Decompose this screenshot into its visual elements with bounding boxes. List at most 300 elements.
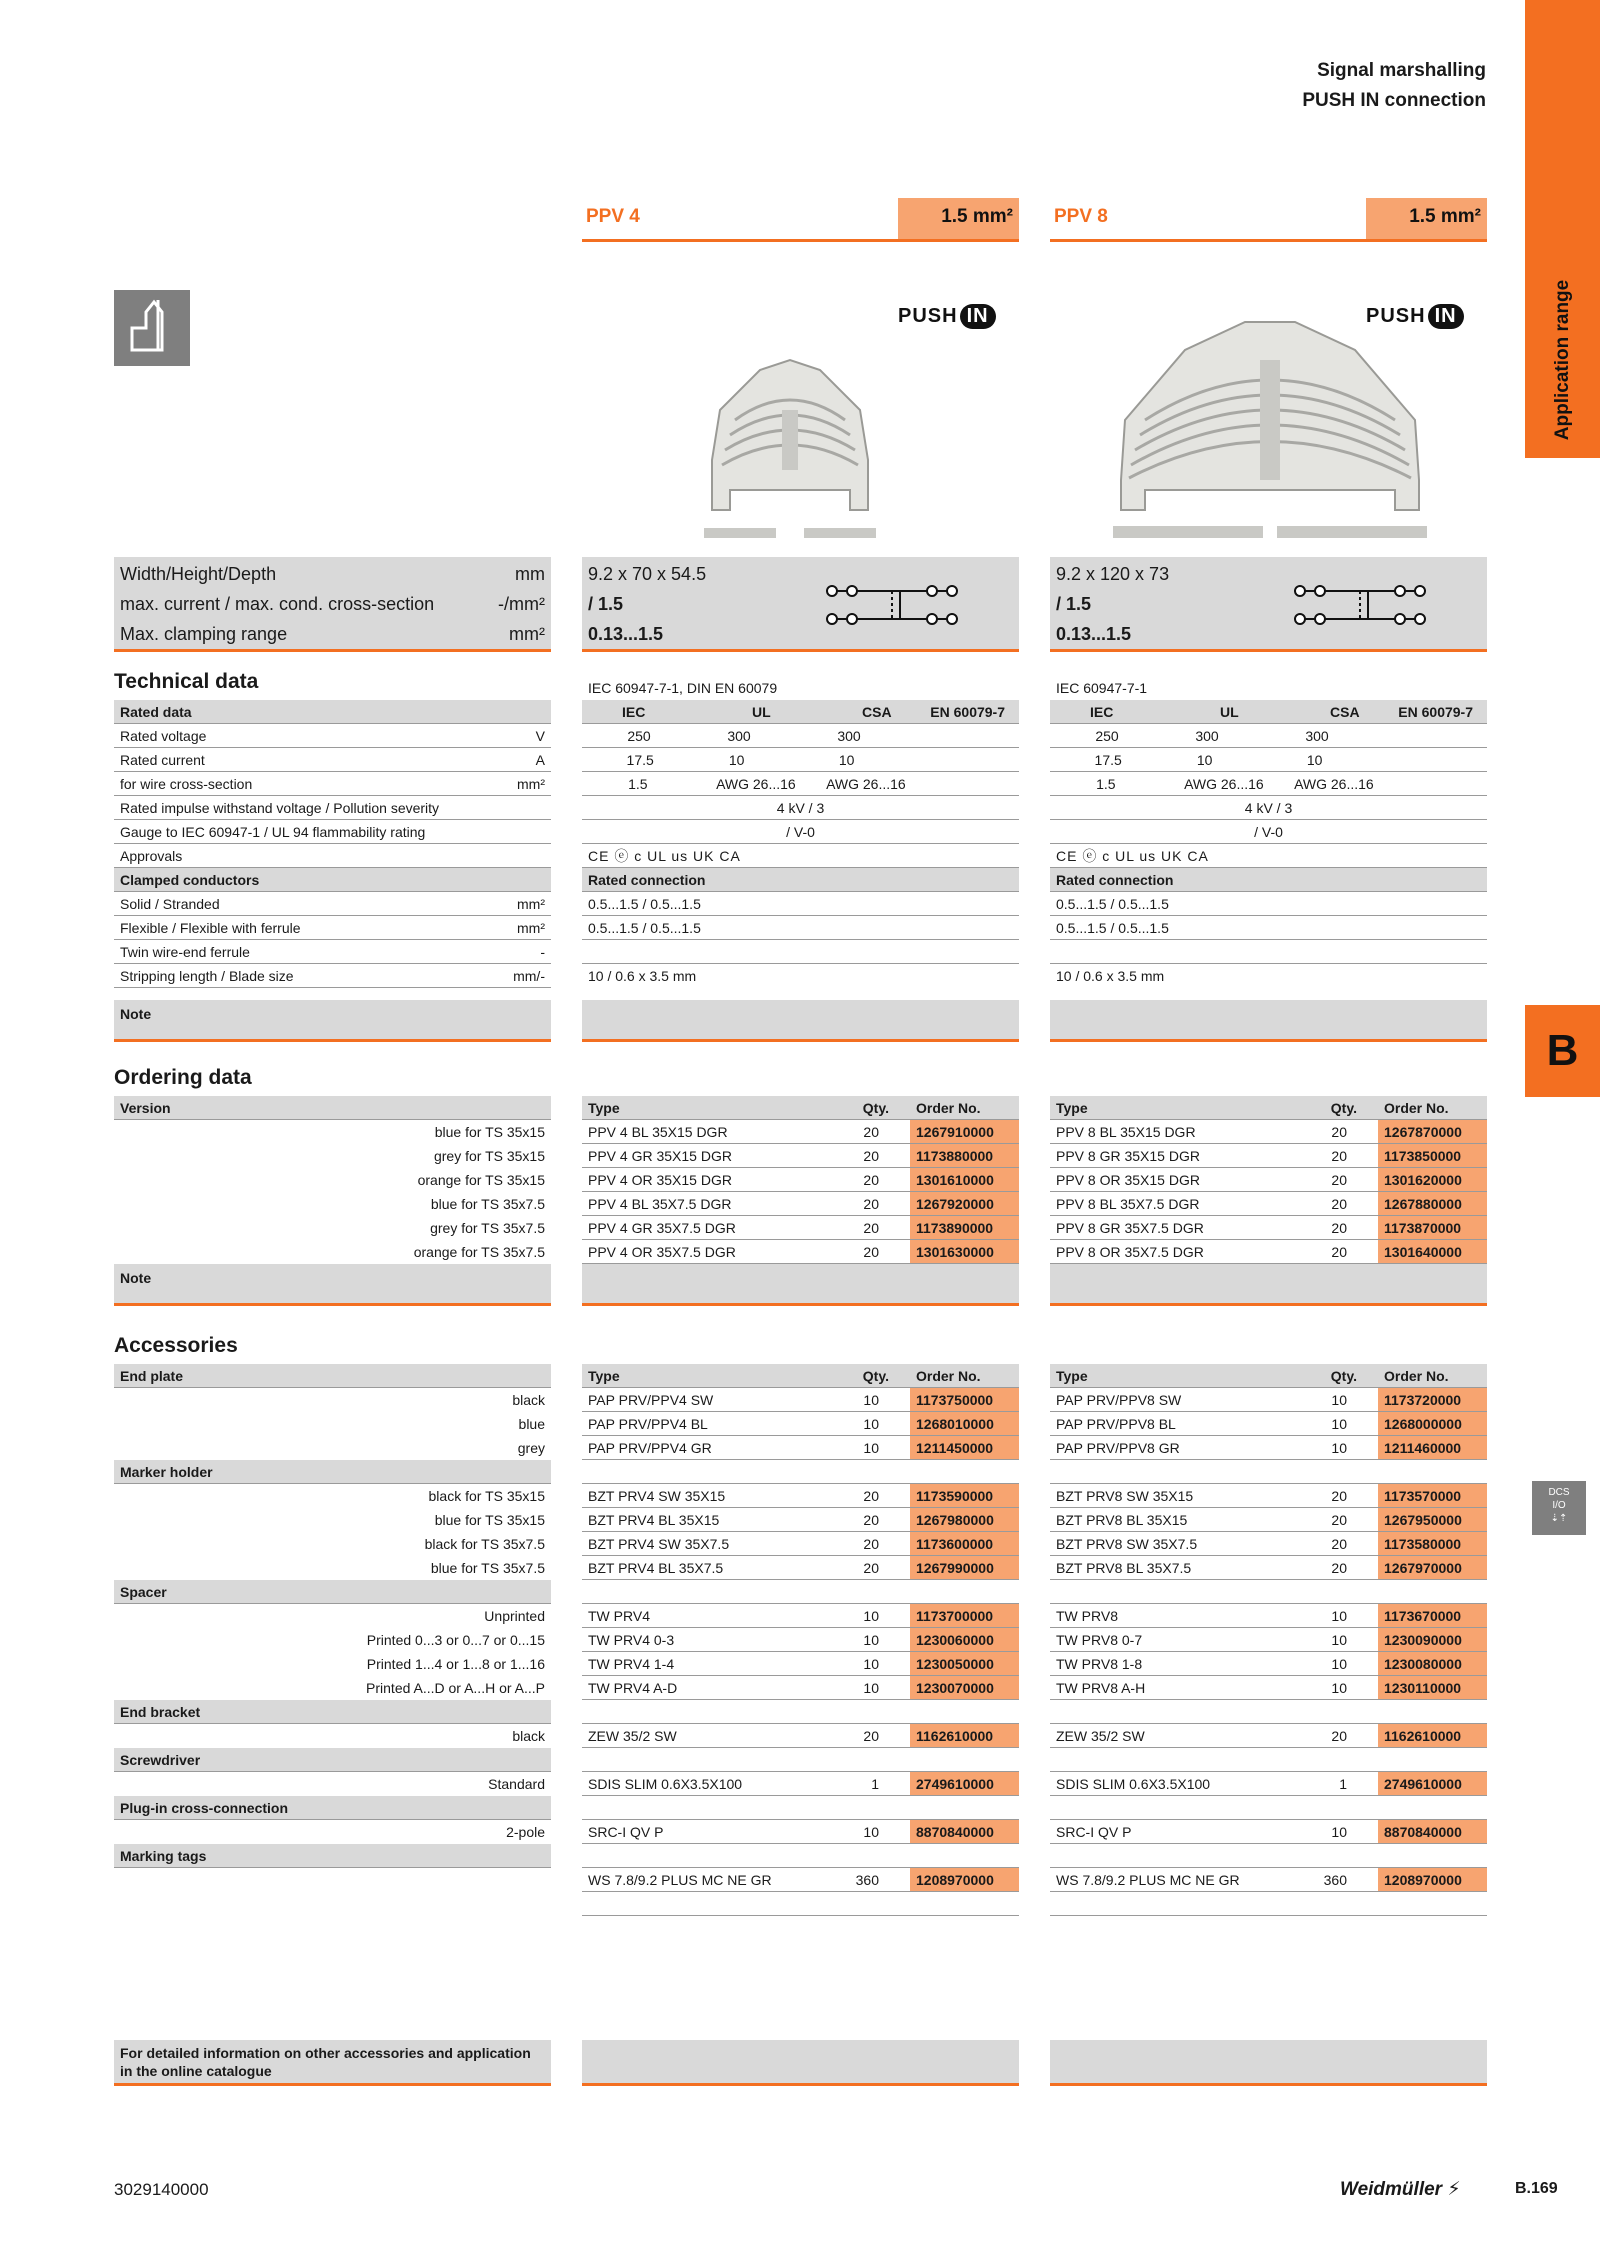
order-number-cell: 1267870000 (1378, 1120, 1487, 1144)
tech-label-row (114, 940, 551, 964)
value: 10 (1196, 752, 1213, 768)
tech-unit: mm² (517, 776, 545, 792)
ppv4-technical-data (582, 676, 1019, 988)
order-number-cell: 1267920000 (910, 1192, 1019, 1216)
order-number-cell: 1173880000 (910, 1144, 1019, 1168)
accessory-row (1050, 1772, 1487, 1796)
terminal-application-icon (114, 290, 190, 366)
qty-cell: 20 (1331, 1536, 1347, 1552)
ppv8-summary: 9.2 x 120 x 73 / 1.5 0.13...1.5 (1050, 557, 1487, 652)
version-row: grey for TS 35x7.5 (430, 1220, 545, 1236)
order-number-cell: 1173580000 (1378, 1532, 1487, 1556)
accessory-spacer (582, 1844, 1019, 1868)
type-cell: BZT PRV8 BL 35X15 (1056, 1512, 1188, 1528)
accessory-row (1050, 1604, 1487, 1628)
accessory-item-label: Standard (488, 1776, 545, 1792)
accessory-row (582, 1820, 1019, 1844)
tech-label-row (114, 700, 551, 724)
type-cell: PPV 8 GR 35X7.5 DGR (1056, 1220, 1204, 1236)
order-number-cell: 2749610000 (910, 1772, 1019, 1796)
type-cell: PAP PRV/PPV4 BL (588, 1416, 708, 1432)
order-row (582, 1144, 1019, 1168)
accessory-row (1050, 1436, 1487, 1460)
summary-row: max. current / max. cond. cross-section -/mm² (120, 594, 545, 614)
order-row (1050, 1240, 1487, 1264)
accessory-row (582, 1604, 1019, 1628)
tech-col-head: EN 60079-7 (930, 704, 1005, 720)
solid-stranded-row: 0.5...1.5 / 0.5...1.5 (582, 892, 1019, 916)
tech-col-head: UL (752, 704, 771, 720)
weidmuller-symbol-icon: ⚡ (1447, 2179, 1461, 2200)
accessory-row (582, 1508, 1019, 1532)
qty-cell: 20 (1331, 1220, 1347, 1236)
type-cell: TW PRV4 1-4 (588, 1656, 675, 1672)
table-header-row (1050, 1364, 1487, 1388)
order-number-cell: 1230050000 (910, 1652, 1019, 1676)
order-row (582, 1216, 1019, 1240)
accessory-row (582, 1412, 1019, 1436)
flexible-row: 0.5...1.5 / 0.5...1.5 (1050, 916, 1487, 940)
accessory-row (582, 1868, 1019, 1892)
order-number-cell: 8870840000 (910, 1820, 1019, 1844)
tech-label: Twin wire-end ferrule (120, 944, 250, 960)
accessory-item-label: 2-pole (506, 1824, 545, 1840)
type-cell: SRC-I QV P (1056, 1824, 1132, 1840)
accessory-item-label: Unprinted (484, 1608, 545, 1624)
ppv4-circuit-diagram (822, 575, 962, 635)
value: 1.5 (628, 776, 648, 792)
qty-cell: 10 (863, 1416, 879, 1432)
tech-label: Rated data (120, 704, 192, 720)
tech-label: Flexible / Flexible with ferrule (120, 920, 301, 936)
accessory-spacer (1050, 1580, 1487, 1604)
accessory-row (1050, 1412, 1487, 1436)
qty-cell: 20 (1331, 1728, 1347, 1744)
product-size-ppv8: 1.5 mm² (1366, 198, 1487, 242)
order-number-cell: 1173600000 (910, 1532, 1019, 1556)
order-row (1050, 1192, 1487, 1216)
type-cell: PPV 8 BL 35X7.5 DGR (1056, 1196, 1200, 1212)
tech-col-head: EN 60079-7 (1398, 704, 1473, 720)
tech-label: Rated impulse withstand voltage / Pollution severity (120, 800, 440, 816)
type-head: Type (588, 1368, 620, 1384)
wire-terminal-icon (114, 290, 190, 366)
accessory-item-label: Printed A...D or A...H or A...P (366, 1680, 545, 1696)
accessory-group-label: Spacer (114, 1580, 551, 1604)
standard-line: IEC 60947-7-1, DIN EN 60079 (588, 680, 778, 696)
order-number-cell: 1230080000 (1378, 1652, 1487, 1676)
ppv8-note (1050, 1000, 1487, 1042)
accessory-item-label: black for TS 35x15 (428, 1488, 545, 1504)
tech-header-row (1050, 700, 1487, 724)
qty-cell: 10 (1331, 1656, 1347, 1672)
order-number-cell: 8870840000 (1378, 1820, 1487, 1844)
type-cell: PAP PRV/PPV8 SW (1056, 1392, 1182, 1408)
value: AWG 26...16 (826, 776, 906, 792)
value: 10 (838, 752, 855, 768)
tech-label-row (114, 772, 551, 796)
ppv4-footer-box (582, 2040, 1019, 2086)
tech-label: Rated voltage (120, 728, 207, 744)
qty-cell: 360 (1323, 1872, 1347, 1888)
accessory-row (1050, 1676, 1487, 1700)
order-number-cell: 1173850000 (1378, 1144, 1487, 1168)
type-cell: TW PRV4 (588, 1608, 650, 1624)
ppv4-ordering-table (582, 1096, 1019, 1264)
push-in-logo: PUSH IN (898, 304, 996, 329)
type-cell: PPV 4 BL 35X15 DGR (588, 1124, 728, 1140)
section-letter-tab: B (1525, 1005, 1600, 1097)
order-number-cell: 1173870000 (1378, 1216, 1487, 1240)
accessory-spacer (582, 1460, 1019, 1484)
accessory-row (1050, 1724, 1487, 1748)
accessory-spacer (1050, 1460, 1487, 1484)
value: 10 (1306, 752, 1323, 768)
ppv8-product-image (1105, 310, 1435, 550)
accessory-row (1050, 1532, 1487, 1556)
type-cell: TW PRV8 A-H (1056, 1680, 1146, 1696)
accessory-row (582, 1532, 1019, 1556)
type-cell: ZEW 35/2 SW (1056, 1728, 1145, 1744)
note-row: Note (114, 1264, 551, 1306)
accessory-row (1050, 1508, 1487, 1532)
tech-unit: A (535, 752, 545, 768)
order-row (582, 1192, 1019, 1216)
stripping-row: 10 / 0.6 x 3.5 mm (588, 968, 697, 984)
order-number-cell: 1230090000 (1378, 1628, 1487, 1652)
value: 300 (727, 728, 751, 744)
order-number-cell: 1301630000 (910, 1240, 1019, 1264)
qty-cell: 360 (855, 1872, 879, 1888)
gauge-row: / V-0 (1050, 820, 1487, 844)
qty-cell: 10 (863, 1824, 879, 1840)
accessory-group-label: Screwdriver (114, 1748, 551, 1772)
order-number-cell: 1211460000 (1378, 1436, 1487, 1460)
qty-cell: 20 (1331, 1124, 1347, 1140)
value: 300 (1305, 728, 1329, 744)
type-cell: WS 7.8/9.2 PLUS MC NE GR (1056, 1872, 1240, 1888)
type-cell: BZT PRV4 SW 35X15 (588, 1488, 726, 1504)
accessory-row (582, 1724, 1019, 1748)
flexible-row: 0.5...1.5 / 0.5...1.5 (582, 916, 1019, 940)
accessories-labels (114, 1364, 551, 1868)
type-cell: TW PRV8 1-8 (1056, 1656, 1143, 1672)
qty-cell: 10 (1331, 1440, 1347, 1456)
type-cell: BZT PRV8 SW 35X7.5 (1056, 1536, 1198, 1552)
tech-col-head: IEC (622, 704, 646, 720)
tech-unit: V (535, 728, 545, 744)
qty-cell: 10 (863, 1680, 879, 1696)
table-header-row (1050, 1096, 1487, 1120)
qty-cell: 10 (1331, 1824, 1347, 1840)
accessory-spacer (582, 1796, 1019, 1820)
value: AWG 26...16 (1294, 776, 1374, 792)
page-number: B.169 (1515, 2180, 1558, 2197)
order-number-cell: 1267980000 (910, 1508, 1019, 1532)
accessory-group-label: Marking tags (114, 1844, 551, 1868)
type-cell: TW PRV4 0-3 (588, 1632, 675, 1648)
tech-col-head: CSA (1330, 704, 1360, 720)
tech-col-head: IEC (1090, 704, 1114, 720)
qty-cell: 20 (1331, 1196, 1347, 1212)
qty-cell: 20 (1331, 1512, 1347, 1528)
order-number-cell: 1230070000 (910, 1676, 1019, 1700)
type-cell: PPV 8 BL 35X15 DGR (1056, 1124, 1196, 1140)
tech-label-row (114, 916, 551, 940)
ordering-data-title: Ordering data (114, 1066, 252, 1089)
tech-label: Clamped conductors (120, 872, 260, 888)
qty-cell: 20 (1331, 1488, 1347, 1504)
qty-cell: 20 (863, 1728, 879, 1744)
ppv4-note (582, 1000, 1019, 1042)
product-size-ppv4: 1.5 mm² (898, 198, 1019, 242)
rated-connection-row: Rated connection (1050, 868, 1487, 892)
product-name-ppv8: PPV 8 (1050, 198, 1366, 242)
ppv8-technical-data (1050, 676, 1487, 988)
order-number-cell: 1301610000 (910, 1168, 1019, 1192)
approvals-icons: CE ⓔ c UL us UK CA (1050, 844, 1487, 868)
type-cell: SDIS SLIM 0.6X3.5X100 (1056, 1776, 1211, 1792)
tech-label-row (114, 724, 551, 748)
qty-cell: 10 (863, 1632, 879, 1648)
order-head: Order No. (916, 1100, 981, 1116)
value: 1.5 (1096, 776, 1116, 792)
tech-unit: mm/- (513, 968, 545, 984)
qty-cell: 10 (1331, 1632, 1347, 1648)
note-row: Note (114, 1000, 551, 1042)
qty-cell: 20 (1331, 1172, 1347, 1188)
order-number-cell: 1268000000 (1378, 1412, 1487, 1436)
qty-cell: 20 (863, 1536, 879, 1552)
tech-label-row (114, 844, 551, 868)
side-tab-label: Application range (1551, 279, 1573, 441)
accessory-spacer (582, 1892, 1019, 1916)
type-cell: PPV 4 OR 35X7.5 DGR (588, 1244, 736, 1260)
ppv4-product-image (700, 350, 880, 550)
type-cell: WS 7.8/9.2 PLUS MC NE GR (588, 1872, 772, 1888)
type-cell: BZT PRV4 SW 35X7.5 (588, 1536, 730, 1552)
accessory-row (1050, 1868, 1487, 1892)
qty-cell: 10 (1331, 1416, 1347, 1432)
qty-cell: 10 (1331, 1680, 1347, 1696)
order-head: Order No. (916, 1368, 981, 1384)
ppv8-footer-box (1050, 2040, 1487, 2086)
qty-cell: 20 (1331, 1560, 1347, 1576)
accessory-group-label: End bracket (114, 1700, 551, 1724)
header-line-1: Signal marshalling (1317, 60, 1486, 81)
order-number-cell: 1173590000 (910, 1484, 1019, 1508)
ppv8-circuit-diagram (1290, 575, 1430, 635)
qty-cell: 10 (863, 1608, 879, 1624)
qty-cell: 20 (863, 1560, 879, 1576)
qty-cell: 20 (863, 1220, 879, 1236)
ppv4-summary: 9.2 x 70 x 54.5 / 1.5 0.13...1.5 (582, 557, 1019, 652)
standard-line: IEC 60947-7-1 (1056, 680, 1148, 696)
order-number-cell: 1267970000 (1378, 1556, 1487, 1580)
order-number-cell: 1208970000 (910, 1868, 1019, 1892)
tech-label: Solid / Stranded (120, 896, 220, 912)
approvals-icons: CE ⓔ c UL us UK CA (582, 844, 1019, 868)
order-head: Order No. (1384, 1368, 1449, 1384)
order-row (582, 1168, 1019, 1192)
accessory-row (582, 1556, 1019, 1580)
order-row (1050, 1144, 1487, 1168)
type-cell: BZT PRV8 BL 35X7.5 (1056, 1560, 1192, 1576)
table-header-row (582, 1096, 1019, 1120)
ppv4-ordering-note (582, 1264, 1019, 1306)
order-number-cell: 1173750000 (910, 1388, 1019, 1412)
accessory-spacer (1050, 1844, 1487, 1868)
order-number-cell: 1173670000 (1378, 1604, 1487, 1628)
qty-cell: 20 (863, 1512, 879, 1528)
twin-ferrule-row (1050, 940, 1487, 964)
qty-cell: 20 (1331, 1244, 1347, 1260)
ppv4-accessories-table (582, 1364, 1019, 1916)
order-number-cell: 1162610000 (1378, 1724, 1487, 1748)
qty-cell: 20 (863, 1172, 879, 1188)
summary-row: Width/Height/Depth mm (120, 564, 545, 584)
technical-data-title: Technical data (114, 670, 259, 693)
ppv8-ordering-note (1050, 1264, 1487, 1306)
type-cell: PPV 4 GR 35X7.5 DGR (588, 1220, 736, 1236)
accessory-group-label: Marker holder (114, 1460, 551, 1484)
type-cell: BZT PRV4 BL 35X15 (588, 1512, 720, 1528)
accessory-item-label: blue (518, 1416, 545, 1432)
version-row: blue for TS 35x15 (434, 1124, 545, 1140)
tech-label: Approvals (120, 848, 183, 864)
order-number-cell: 1162610000 (910, 1724, 1019, 1748)
type-cell: TW PRV8 0-7 (1056, 1632, 1143, 1648)
value: 17.5 (626, 752, 654, 768)
accessory-row (582, 1652, 1019, 1676)
order-row (582, 1120, 1019, 1144)
accessory-row (1050, 1388, 1487, 1412)
qty-cell: 1 (1339, 1776, 1347, 1792)
type-cell: PPV 4 GR 35X15 DGR (588, 1148, 732, 1164)
accessory-spacer (582, 1580, 1019, 1604)
qty-cell: 20 (863, 1488, 879, 1504)
tech-header-row (582, 700, 1019, 724)
order-row (1050, 1168, 1487, 1192)
tech-label: Gauge to IEC 60947-1 / UL 94 flammability rating (120, 824, 426, 840)
rated-voltage-row (1050, 724, 1487, 748)
accessory-item-label: black (512, 1392, 545, 1408)
qty-cell: 10 (863, 1440, 879, 1456)
version-row: grey for TS 35x15 (433, 1148, 545, 1164)
type-head: Type (1056, 1368, 1088, 1384)
accessories-title: Accessories (114, 1334, 238, 1357)
accessory-item-label: black for TS 35x7.5 (424, 1536, 545, 1552)
type-cell: PAP PRV/PPV4 GR (588, 1440, 712, 1456)
order-row (1050, 1120, 1487, 1144)
qty-head: Qty. (862, 1368, 889, 1384)
order-number-cell: 1267990000 (910, 1556, 1019, 1580)
accessory-row (582, 1436, 1019, 1460)
order-number-cell: 1230110000 (1378, 1676, 1487, 1700)
qty-cell: 20 (863, 1124, 879, 1140)
version-row: orange for TS 35x7.5 (413, 1244, 545, 1260)
qty-cell: 10 (863, 1656, 879, 1672)
order-number-cell: 2749610000 (1378, 1772, 1487, 1796)
value: 10 (728, 752, 745, 768)
order-number-cell: 1267880000 (1378, 1192, 1487, 1216)
accessory-row (582, 1484, 1019, 1508)
accessory-row (582, 1676, 1019, 1700)
ppv8-accessories-table (1050, 1364, 1487, 1916)
ppv8-ordering-table (1050, 1096, 1487, 1264)
accessory-group-label: End plate (114, 1364, 551, 1388)
online-catalogue-note: For detailed information on other accessories and application in the online catalogue (114, 2040, 551, 2086)
qty-cell: 10 (1331, 1608, 1347, 1624)
qty-cell: 10 (863, 1392, 879, 1408)
rated-current-row (1050, 748, 1487, 772)
type-head: Type (588, 1100, 620, 1116)
order-row (1050, 1216, 1487, 1240)
twin-ferrule-row (582, 940, 1019, 964)
accessory-spacer (582, 1748, 1019, 1772)
document-number: 3029140000 (114, 2180, 209, 2199)
weidmuller-logo: Weidmüller ⚡ (1340, 2179, 1461, 2200)
ordering-version-labels (114, 1096, 551, 1264)
type-cell: PPV 8 OR 35X7.5 DGR (1056, 1244, 1204, 1260)
summary-row: Max. clamping range mm² (120, 624, 545, 644)
accessory-row (582, 1772, 1019, 1796)
type-cell: PPV 8 GR 35X15 DGR (1056, 1148, 1200, 1164)
gauge-row: / V-0 (582, 820, 1019, 844)
accessory-item-label: Printed 1...4 or 1...8 or 1...16 (366, 1656, 545, 1672)
page-header (1302, 56, 1486, 116)
accessory-row (582, 1628, 1019, 1652)
order-number-cell: 1267910000 (910, 1120, 1019, 1144)
rated-current-row (582, 748, 1019, 772)
accessory-spacer (1050, 1796, 1487, 1820)
value: AWG 26...16 (716, 776, 796, 792)
order-number-cell: 1173720000 (1378, 1388, 1487, 1412)
value: 250 (627, 728, 651, 744)
order-number-cell: 1268010000 (910, 1412, 1019, 1436)
type-cell: BZT PRV8 SW 35X15 (1056, 1488, 1194, 1504)
order-head: Order No. (1384, 1100, 1449, 1116)
accessory-item-label: blue for TS 35x7.5 (430, 1560, 545, 1576)
value: 300 (837, 728, 861, 744)
tech-col-head: UL (1220, 704, 1239, 720)
value: 17.5 (1094, 752, 1122, 768)
accessory-spacer (1050, 1892, 1487, 1916)
accessory-row (1050, 1628, 1487, 1652)
tech-col-head: CSA (862, 704, 892, 720)
summary-labels (114, 557, 551, 652)
order-number-cell: 1230060000 (910, 1628, 1019, 1652)
table-header-row (582, 1364, 1019, 1388)
order-row (582, 1240, 1019, 1264)
accessory-item-label: blue for TS 35x15 (434, 1512, 545, 1528)
product-name-ppv4: PPV 4 (582, 198, 898, 242)
tech-label-row (114, 796, 551, 820)
type-cell: PPV 4 BL 35X7.5 DGR (588, 1196, 732, 1212)
tech-label-row (114, 964, 551, 988)
accessory-spacer (582, 1700, 1019, 1724)
version-row: blue for TS 35x7.5 (430, 1196, 545, 1212)
tech-unit: - (540, 944, 545, 960)
qty-head: Qty. (1330, 1368, 1357, 1384)
value: 250 (1095, 728, 1119, 744)
impulse-row: 4 kV / 3 (582, 796, 1019, 820)
accessory-row (582, 1388, 1019, 1412)
value: 300 (1195, 728, 1219, 744)
order-number-cell: 1211450000 (910, 1436, 1019, 1460)
tech-label-row (114, 868, 551, 892)
version-label: Version (114, 1096, 551, 1120)
